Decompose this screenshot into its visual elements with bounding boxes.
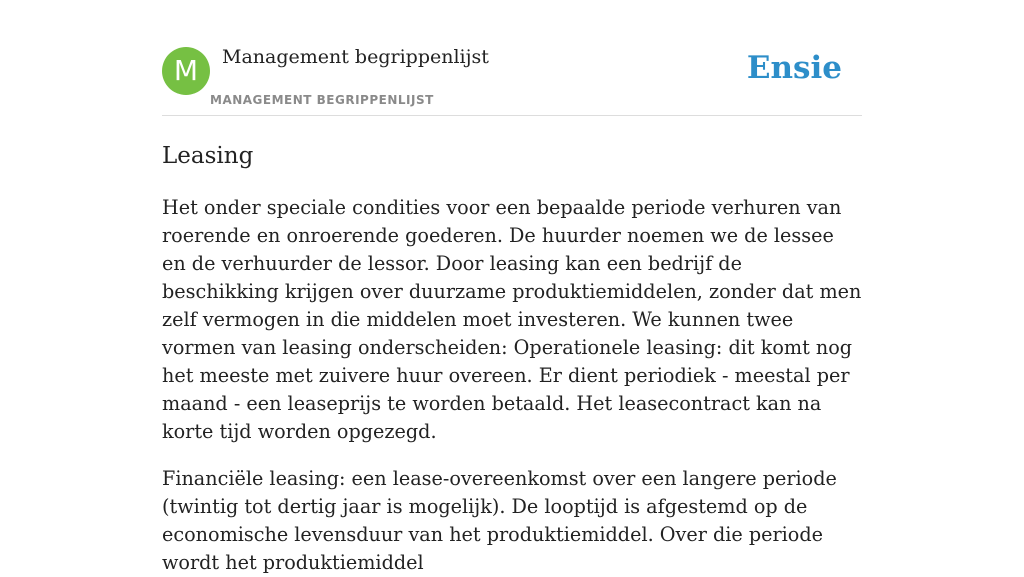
article-paragraph: Het onder speciale condities voor een bepaalde periode verhuren van roerende en onroerende goederen. De huurder noemen we de lessee en de verhuurder de lessor. Door leasing kan een bedrijf de beschikking krijgen over duurzame produktiemiddelen, zonder dat men zelf vermogen in die middelen moet investeren. We kunnen twee vormen van leasing onderscheiden: Operationele leasing: dit komt nog het meeste met zuivere huur overeen. Er dient periodiek - meestal per maand - een leaseprijs te worden betaald. Het leasecontract kan na korte tijd worden opgezegd. [162, 196, 862, 443]
article-title: Leasing [162, 143, 254, 169]
article-paragraph: Financiële leasing: een lease-overeenkomst over een langere periode (twintig tot dertig jaar is mogelijk). De looptijd is afgestemd op de economische levensduur van het produktiemiddel. Over die periode wordt het produktiemiddel [162, 467, 837, 574]
site-title-link[interactable]: Management begrippenlijst [222, 46, 489, 68]
avatar[interactable]: M [162, 47, 210, 95]
header [162, 0, 862, 116]
ensie-logo-link[interactable]: Ensie [746, 50, 842, 86]
page [162, 0, 862, 577]
site-subtitle-link[interactable]: MANAGEMENT BEGRIPPENLIJST [210, 93, 434, 107]
